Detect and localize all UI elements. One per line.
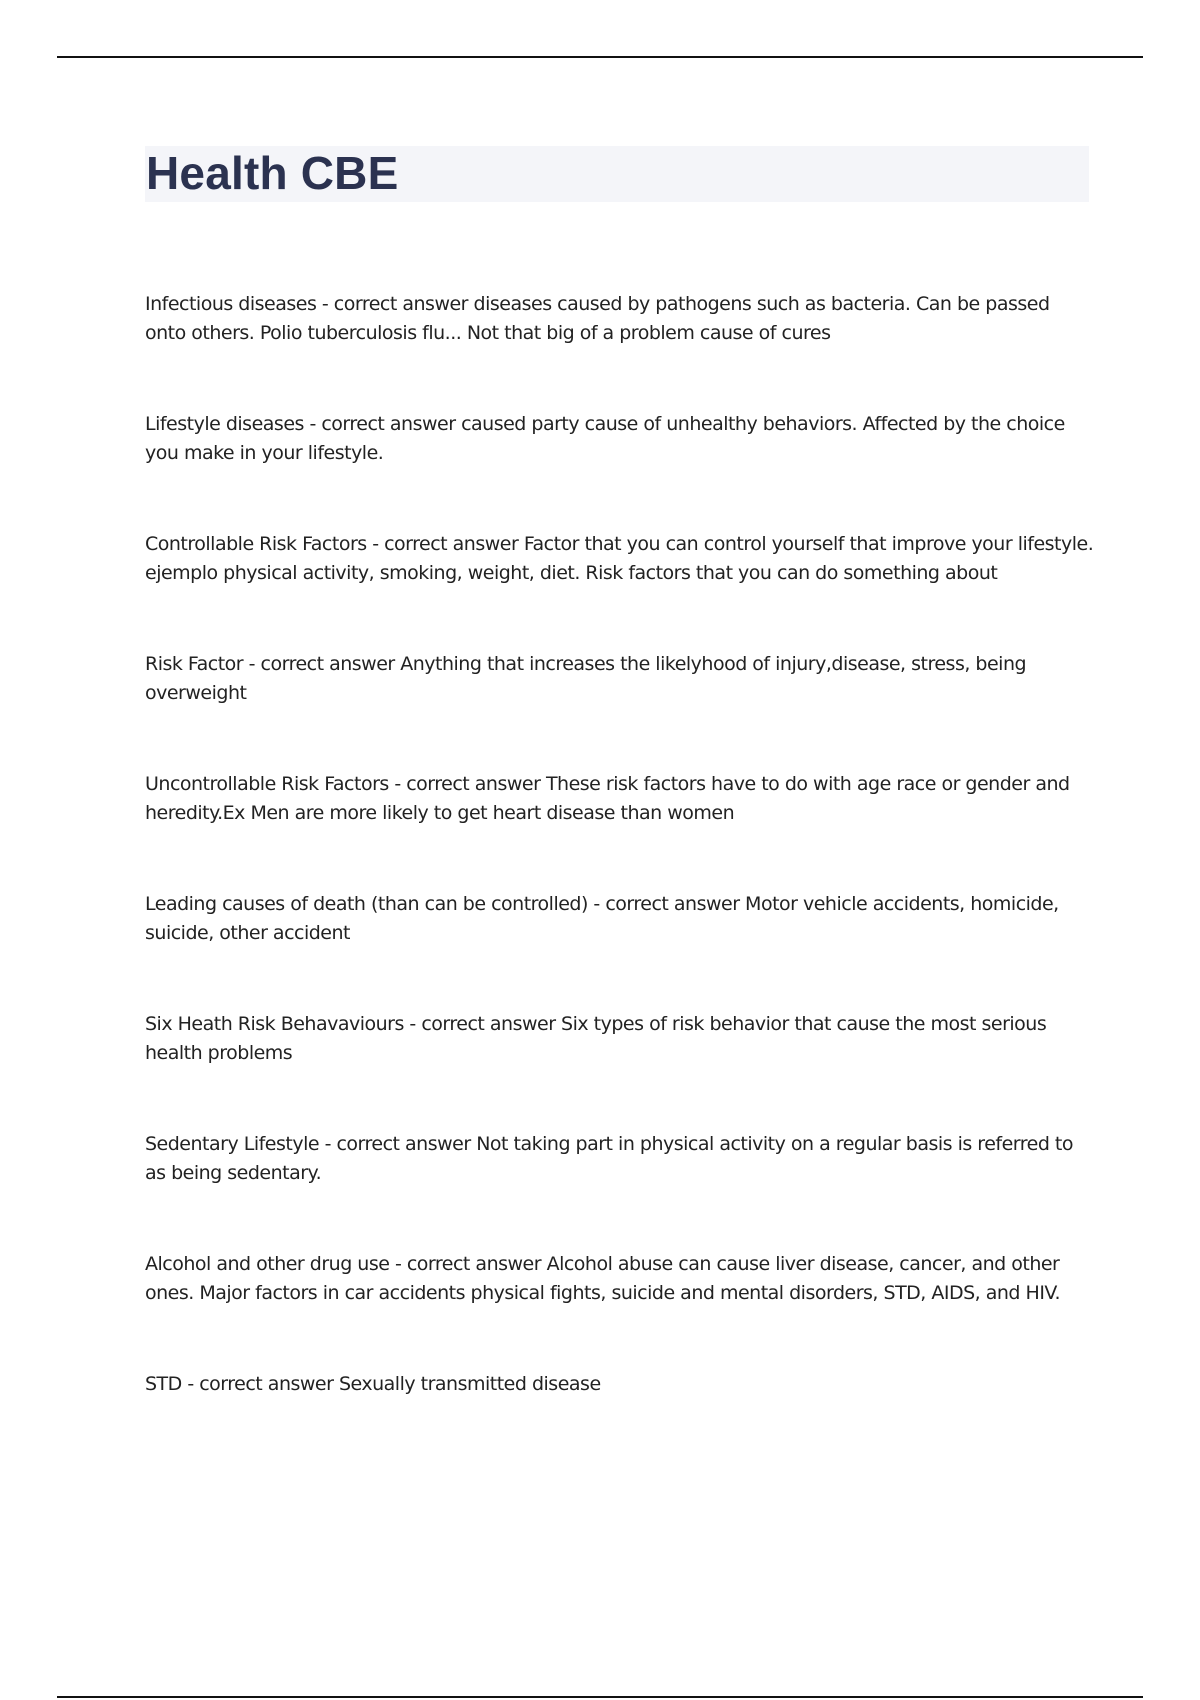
entry-alcohol-and-drug-use: Alcohol and other drug use - correct answer Alcohol abuse can cause liver disease, cancer, and other ones. Major factors in car accidents physical fights, suicide and mental disorders, STD, AIDS, and HIV. (145, 1253, 1061, 1304)
entry-uncontrollable-risk-factors: Uncontrollable Risk Factors - correct answer These risk factors have to do with age race or gender and heredity.Ex Men are more likely to get heart disease than women (145, 773, 1070, 824)
entry-leading-causes-of-death: Leading causes of death (than can be controlled) - correct answer Motor vehicle accidents, homicide, suicide, other accident (145, 893, 1059, 944)
entry-list (145, 290, 1095, 1490)
entry-lifestyle-diseases: Lifestyle diseases - correct answer caused party cause of unhealthy behaviors. Affected by the choice you make in your lifestyle. (145, 413, 1065, 464)
page-title: Health CBE (146, 147, 399, 199)
bottom-divider (57, 1696, 1143, 1698)
top-divider (57, 56, 1143, 58)
entry-six-health-risk-behaviours: Six Heath Risk Behavaviours - correct answer Six types of risk behavior that cause the most serious health problems (145, 1013, 1047, 1064)
entry-risk-factor: Risk Factor - correct answer Anything that increases the likelyhood of injury,disease, stress, being overweight (145, 653, 1027, 704)
entry-sedentary-lifestyle: Sedentary Lifestyle - correct answer Not taking part in physical activity on a regular basis is referred to as being sedentary. (145, 1133, 1073, 1184)
entry-infectious-diseases: Infectious diseases - correct answer diseases caused by pathogens such as bacteria. Can be passed onto others. Polio tuberculosis flu... Not that big of a problem cause of cures (145, 293, 1050, 344)
entry-controllable-risk-factors: Controllable Risk Factors - correct answer Factor that you can control yourself that improve your lifestyle. ejemplo physical activity, smoking, weight, diet. Risk factors that you can do something about (145, 533, 1094, 584)
entry-std: STD - correct answer Sexually transmitted disease (145, 1373, 601, 1395)
